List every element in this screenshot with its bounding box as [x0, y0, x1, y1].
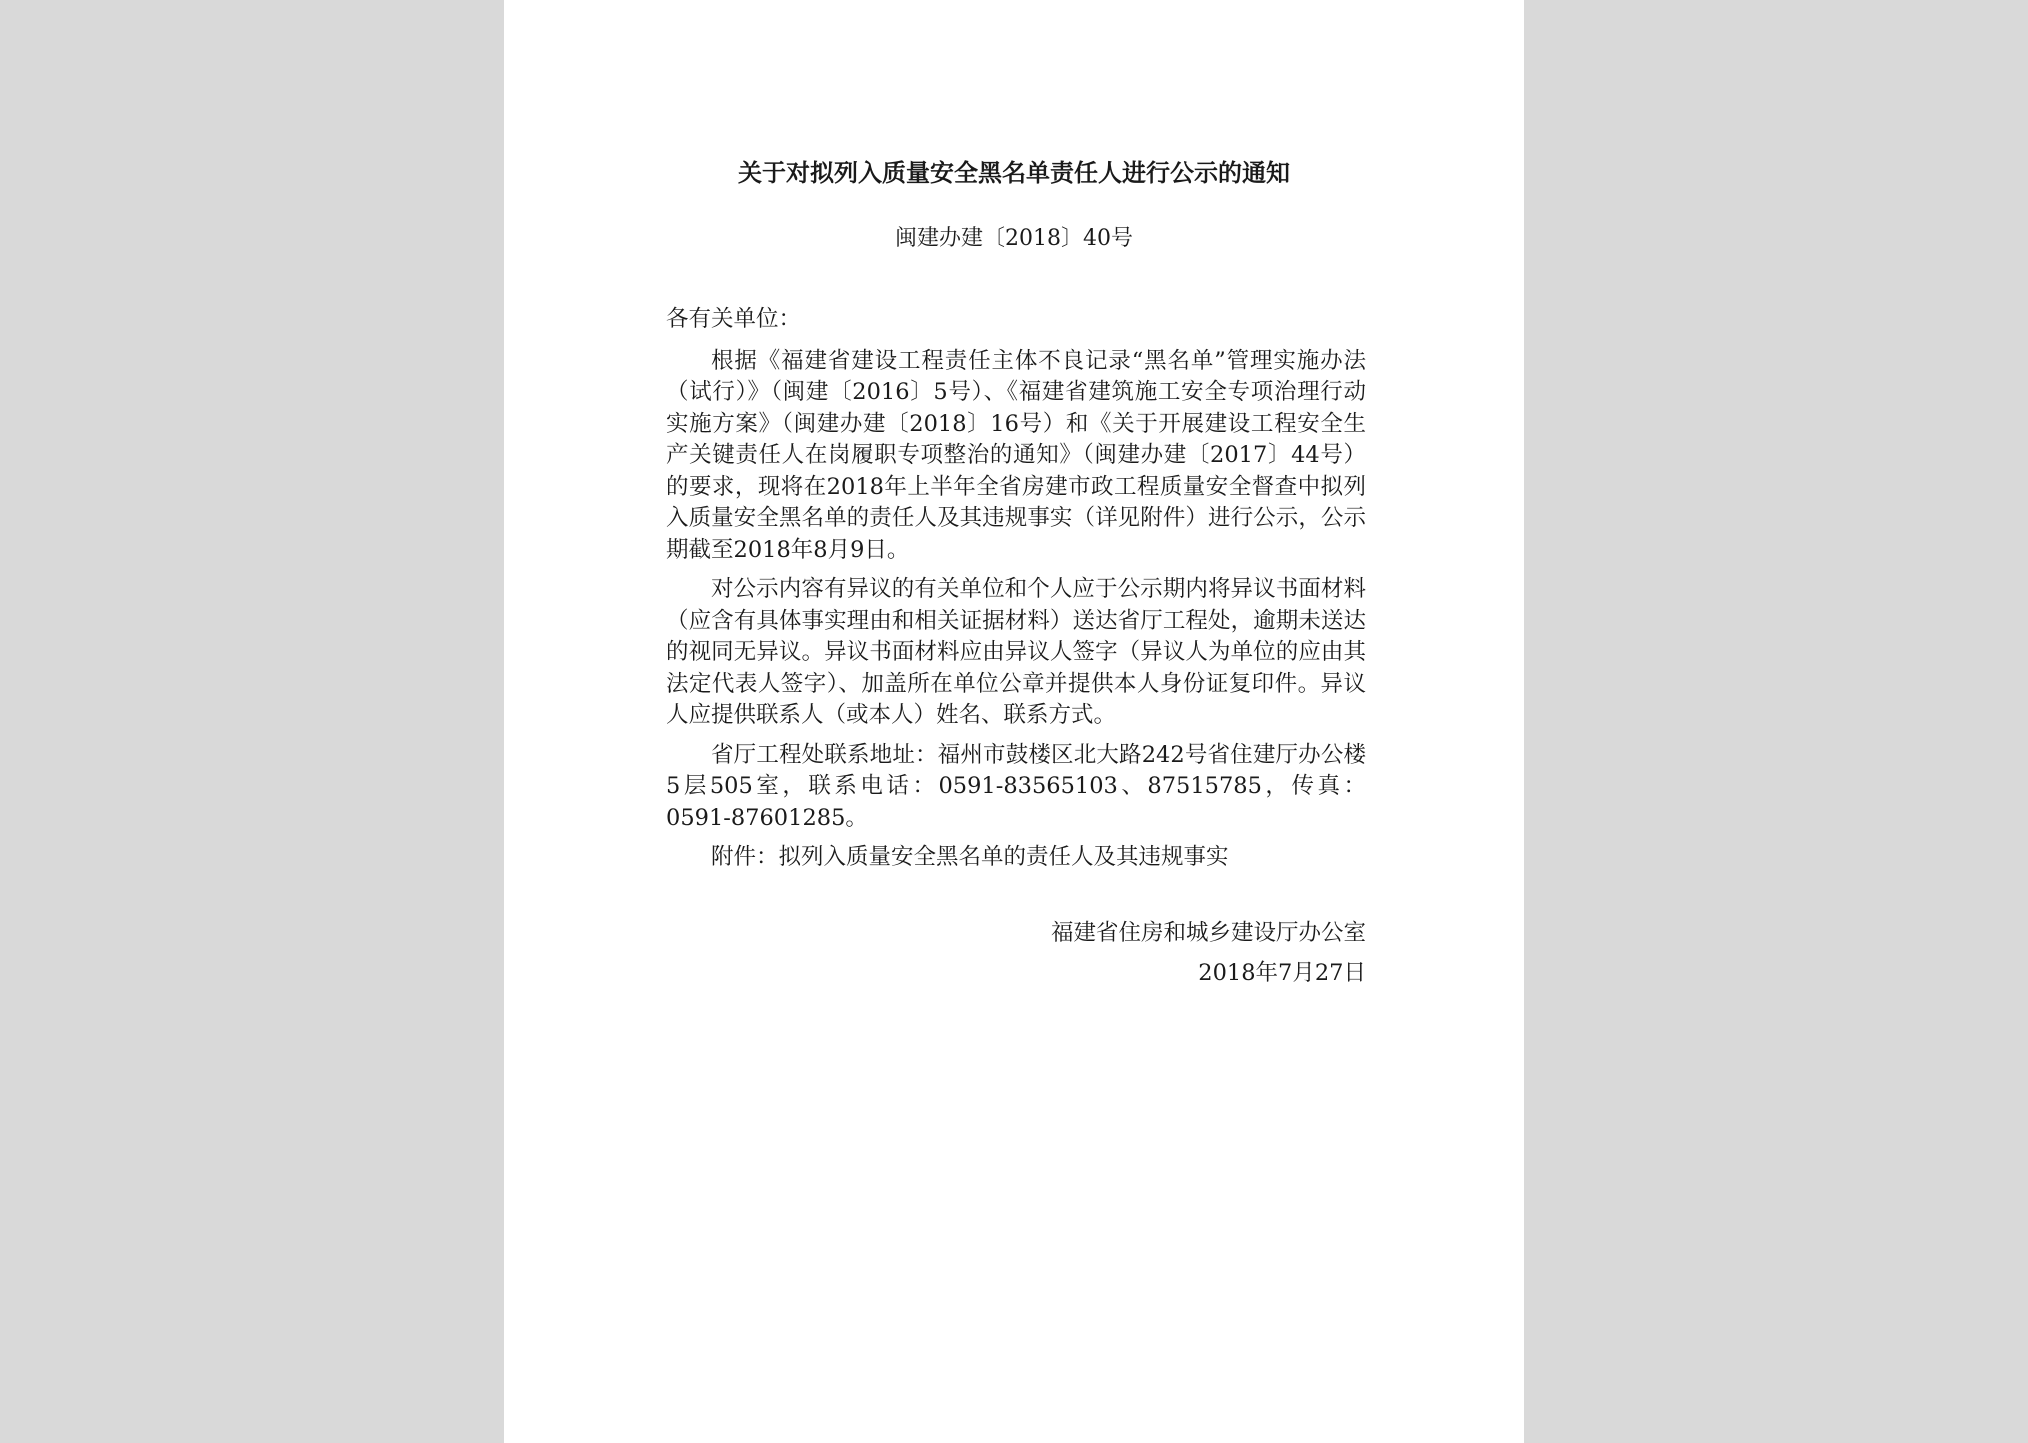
- signature-organization: 福建省住房和城乡建设厅办公室: [1050, 920, 1366, 946]
- paragraph-attachment: 附件：拟列入质量安全黑名单的责任人及其违规事实: [711, 844, 1229, 870]
- document-body: [666, 304, 1366, 882]
- paragraph-contact: 省厅工程处联系地址：福州市鼓楼区北大路242号省住建厅办公楼5层505室，联系电话：0591-83565103、87515785，传真：0591-87601285。: [666, 741, 1366, 831]
- document-title: 关于对拟列入质量安全黑名单责任人进行公示的通知: [738, 159, 1290, 187]
- signature-date: 2018年7月27日: [1198, 960, 1366, 986]
- paragraph-basis: 根据《福建省建设工程责任主体不良记录“黑名单”管理实施办法（试行）》（闽建〔2016〕5号）、《福建省建筑施工安全专项治理行动实施方案》（闽建办建〔2018〕16号）和《关于开展建设工程安全生产关键责任人在岗履职专项整治的通知》（闽建办建〔2017〕44号）的要求，现将在2018年上半年全省房建市政工程质量安全督查中拟列入质量安全黑名单的责任人及其违规事实（详见附件）进行公示，公示期截至2018年8月9日。: [666, 347, 1366, 563]
- salutation: 各有关单位：: [666, 306, 802, 332]
- document-page: [504, 0, 1524, 1443]
- document-number: 闽建办建〔2018〕40号: [895, 226, 1133, 251]
- paragraph-objection: 对公示内容有异议的有关单位和个人应于公示期内将异议书面材料（应含有具体事实理由和相关证据材料）送达省厅工程处，逾期未送达的视同无异议。异议书面材料应由异议人签字（异议人为单位的应由其法定代表人签字）、加盖所在单位公章并提供本人身份证复印件。异议人应提供联系人（或本人）姓名、联系方式。: [666, 576, 1366, 728]
